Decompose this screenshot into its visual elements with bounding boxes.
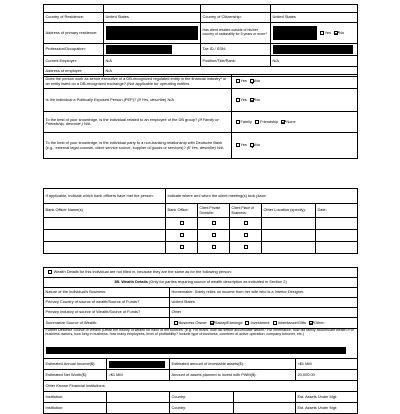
meetings-officers-prompt: If applicable, indicate which bank officers have met the person:	[44, 189, 166, 204]
q4-text: To the best of your knowledge, is the individual party to a non-banking relationship with Deutsche Bank (e.g., external legal counsel, client service source, supplier of goods or services)? (If Yes, describe) N/A	[44, 133, 232, 159]
employer-label: Current Employer:	[44, 56, 104, 67]
invest-pwm-value: 20,000.00	[296, 370, 358, 381]
row-further-describe	[44, 329, 358, 359]
address-value	[104, 23, 201, 44]
redacted-profession	[106, 45, 172, 54]
country-input[interactable]	[234, 403, 296, 414]
meetings-where-prompt: Indicate where and when the client meeting(s) took place:	[166, 189, 358, 204]
bank-office-checkbox[interactable]	[180, 221, 184, 225]
redacted-outside	[273, 26, 317, 40]
row-meetings-header	[44, 189, 358, 204]
row-q1	[44, 75, 358, 89]
officer-name-input[interactable]	[44, 218, 166, 230]
outside-country-answer: Yes No	[271, 23, 358, 44]
investable-assets-label: Estimated amount of investable assets($):	[170, 359, 296, 370]
invest-pwm-label: Amount of assets planned to invest with PWM($):	[170, 370, 296, 381]
primary-industry-value: Other	[170, 308, 358, 318]
country-citizenship-label: Country of Citizenship:	[201, 13, 271, 23]
row-primary-country	[44, 298, 358, 308]
row-profession	[44, 44, 358, 56]
taxid-value	[271, 44, 358, 56]
row-section-title	[44, 278, 358, 288]
q2-text: Is the individual a Politically Exposed Person (PEP)? (If Yes, describe) N/A	[44, 89, 232, 112]
profession-label: Profession/Occupation:	[44, 44, 104, 56]
taxid-label: Tax ID / SSN:	[201, 44, 271, 56]
other-location-input[interactable]	[262, 218, 316, 230]
row-summarize	[44, 318, 358, 329]
assets-label: Est. Assets Under Mgt:	[296, 392, 358, 403]
employer-address-label: Address of employer:	[44, 67, 104, 77]
other-checkbox[interactable]	[309, 321, 313, 325]
business-checkbox[interactable]	[244, 245, 248, 249]
row-q3	[44, 112, 358, 133]
row-nature	[44, 288, 358, 298]
q1-yes-checkbox[interactable]	[236, 79, 240, 83]
employer-address-value: N/A	[104, 67, 358, 77]
institution-label: Institution:	[44, 403, 107, 414]
primary-country-label: Primary Country of source of wealth/Source of Funds?	[44, 298, 170, 308]
q3-friendship-checkbox[interactable]	[255, 120, 259, 124]
officer-name-input[interactable]	[44, 230, 166, 242]
further-describe-text: Further Describe Source of Wealth (Detail the history of wealth for each of the sources: (e.g. For trusts, how did settlor accumulate wealth? For inheritance, how did family accumulate wealth?For business owners, how long in business, how many employees, level of profitability? Include type of business, countries of active operation, company turnover, etc.)	[45, 328, 354, 336]
officer-name-input[interactable]	[44, 242, 166, 254]
net-worth-label: Estimated Net Worth($):	[44, 370, 107, 381]
q4-answer: Yes No	[232, 133, 358, 159]
position-label: Position/Title/Rank:	[201, 56, 271, 67]
annual-income-value	[107, 359, 170, 370]
date-input[interactable]	[316, 242, 358, 254]
bank-office-checkbox[interactable]	[180, 233, 184, 237]
further-describe-cell	[44, 329, 358, 359]
row-top-partial	[44, 5, 358, 13]
outside-no-checkbox[interactable]	[334, 31, 338, 35]
wealth-same-cell: Wealth Details for this individual are not filled in, because they are the same as for the following person:	[44, 268, 358, 278]
country-residence-label: Country of Residence:	[44, 13, 104, 23]
country-input[interactable]	[234, 392, 296, 403]
q1-no-checkbox[interactable]	[250, 79, 254, 83]
redacted-address	[106, 26, 198, 40]
profession-value	[104, 44, 201, 56]
section-3b-title: 3B. Wealth Details (Only for parties requiring source of wealth description as indicated in Section 2)	[44, 278, 358, 288]
wealth-same-checkbox[interactable]	[48, 270, 52, 274]
redacted-further-describe	[46, 347, 346, 354]
questions-table	[43, 74, 358, 159]
q3-none-checkbox[interactable]	[281, 120, 285, 124]
net-worth-value: >$1 MM	[107, 370, 170, 381]
redacted-taxid	[273, 45, 353, 54]
country-citizenship-value: United States	[271, 13, 358, 23]
domicile-checkbox[interactable]	[212, 233, 216, 237]
q4-yes-checkbox[interactable]	[236, 143, 240, 147]
row-address	[44, 23, 358, 44]
q3-answer: Family Friendship None	[232, 112, 358, 133]
row-institution-1	[44, 392, 358, 403]
nature-value: Homemaker. Solely relies on income from her wife who is a Interior Designer.	[170, 288, 358, 298]
country-label: Country:	[170, 392, 234, 403]
date-input[interactable]	[316, 230, 358, 242]
assets-label: Est. Assets Under Mgt:	[296, 403, 358, 414]
col-other-location: Other Location (specify):	[262, 204, 316, 218]
institution-label: Institution:	[44, 392, 107, 403]
business-checkbox[interactable]	[244, 233, 248, 237]
date-input[interactable]	[316, 218, 358, 230]
outside-country-question: Has client resided outside of his/her country of nationality for 5 years or more?	[201, 23, 271, 44]
personal-details-table	[43, 4, 358, 77]
row-q4	[44, 133, 358, 159]
row-income	[44, 359, 358, 370]
domicile-checkbox[interactable]	[212, 221, 216, 225]
meetings-table	[43, 188, 358, 254]
summarize-options: Business Owner Salary/Earnings Investment Inheritance/Gifts Other:	[170, 318, 358, 329]
row-q2	[44, 89, 358, 112]
other-location-input[interactable]	[262, 242, 316, 254]
bank-office-checkbox[interactable]	[180, 245, 184, 249]
col-date: Date:	[316, 204, 358, 218]
address-label: Address of primary residence:	[44, 23, 104, 44]
primary-country-value: United States	[170, 298, 358, 308]
institution-input[interactable]	[107, 392, 170, 403]
nature-label: Nature of the Individual's Business:	[44, 288, 170, 298]
business-checkbox[interactable]	[244, 221, 248, 225]
meeting-row	[44, 242, 358, 254]
meeting-row	[44, 230, 358, 242]
inheritance-gifts-checkbox[interactable]	[273, 321, 277, 325]
domicile-checkbox[interactable]	[212, 245, 216, 249]
wealth-table	[43, 267, 358, 414]
investment-checkbox[interactable]	[245, 321, 249, 325]
col-officer-name: Bank Officer Name(s)	[44, 204, 166, 218]
q2-yes-checkbox[interactable]	[236, 98, 240, 102]
employer-value: N/A	[104, 56, 201, 67]
col-bank-office: Bank Office:	[166, 204, 198, 218]
position-value: N/A	[271, 56, 358, 67]
salary-earnings-checkbox[interactable]	[210, 321, 214, 325]
meeting-row	[44, 218, 358, 230]
q2-answer: Yes No	[232, 89, 358, 112]
row-meetings-columns	[44, 204, 358, 218]
outside-yes-checkbox[interactable]	[320, 31, 324, 35]
redacted-income	[109, 361, 165, 368]
col-client-business: Client Place of Business:	[230, 204, 262, 218]
country-residence-value: United States	[104, 13, 201, 23]
annual-income-label: Estimated Annual Income($):	[44, 359, 107, 370]
row-wealth-same	[44, 268, 358, 278]
institution-input[interactable]	[107, 403, 170, 414]
business-owner-checkbox[interactable]	[174, 321, 178, 325]
row-networth	[44, 370, 358, 381]
q4-no-checkbox[interactable]	[250, 143, 254, 147]
other-fi-label: Other Known Financial Institutions:	[44, 381, 358, 392]
other-location-input[interactable]	[262, 230, 316, 242]
q1-answer: Yes No	[232, 75, 358, 89]
primary-industry-label: Primary Industry of source of Wealth/Source of Funds?	[44, 308, 170, 318]
row-primary-industry	[44, 308, 358, 318]
investable-assets-value: <$1 MM	[296, 359, 358, 370]
q1-text: Does the person work as senior executive of a DB-recognized regulated entity in the financial industry* or an entity listed on a DB-recognized exchange? (Not applicable for operating entities	[44, 75, 232, 89]
q3-text: To the best of your knowledge, is the individual related to an employee of the DB group? (If Family or Friendship, describe.) N/A	[44, 112, 232, 133]
q2-no-checkbox[interactable]	[250, 98, 254, 102]
row-other-fi	[44, 381, 358, 392]
summarize-label: Summarize Source of Wealth:	[44, 318, 170, 329]
row-country	[44, 13, 358, 23]
row-institution-2	[44, 403, 358, 414]
q3-family-checkbox[interactable]	[236, 120, 240, 124]
col-client-domicile: Client Private Domicile:	[198, 204, 230, 218]
row-employer	[44, 56, 358, 67]
country-label: Country:	[170, 403, 234, 414]
